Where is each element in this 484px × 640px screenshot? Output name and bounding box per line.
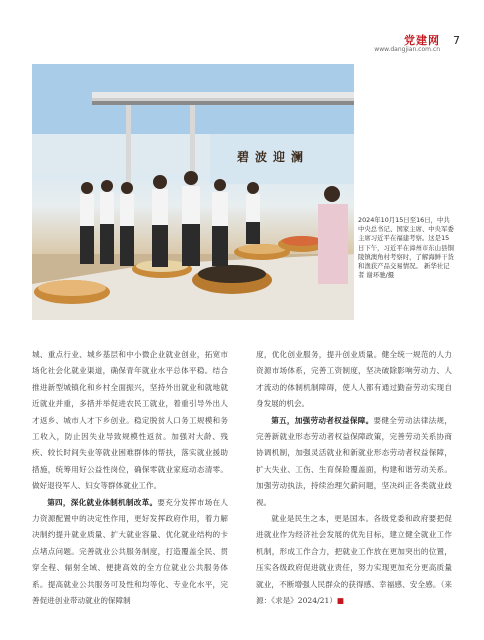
right-column <box>256 347 452 610</box>
right-paragraph-3 <box>256 511 452 609</box>
right-paragraph-2 <box>256 413 452 511</box>
photo-caption <box>358 216 454 280</box>
right-paragraph-1: 度，优化创业服务，提升创业质量。健全统一规范的人力资源市场体系，完善工资制度，坚决破除影响劳动力、人才流动的体制机制障碍，使人人都有通过勤奋劳动实现自身发展的机会。 <box>256 350 452 409</box>
section-five-body: 要健全劳动法律法规，完善新就业形态劳动者权益保障政策，完善劳动关系协商协调机制，加强灵活就业和新就业形态劳动者权益保障，扩大失业、工伤、生育保险覆盖面，构建和谐劳动关系。加强劳动执法，持续治理欠薪问题，坚决纠正各类就业歧视。 <box>256 415 453 507</box>
site-logo: 党建网 <box>404 34 440 47</box>
photo-sign-text: 碧波迎澜 <box>237 150 310 164</box>
end-mark-icon: ■ <box>336 596 345 606</box>
news-photo <box>32 64 354 320</box>
caption-text: 2024年10月15日至16日，中共中央总书记、国家主席、中央军委主席习近平在福建考察。这是15日下午，习近平在漳州市东山县铜陵镇澳角村考察时，了解海鲜干货和渔获产品交易情况。 <box>358 216 454 271</box>
left-paragraph-2 <box>32 495 228 610</box>
left-paragraph-1: 城、重点行业、城乡基层和中小微企业就业创业，拓宽市场化社会化就业渠道，确保青年就业水平总体平稳。结合推进新型城镇化和乡村全面振兴，坚持外出就业和就地就近就业并重，多措并举促进农民工就业，着重引导外出人才返乡、城市人才下乡创业。稳定脱贫人口务工规模和务工收入，防止因失业导致规模性返贫。加强对大龄、残疾、较长时间失业等就业困难群体的帮扶，落实就业援助措施，统筹用好公益性岗位，确保零就业家庭动态清零。做好退役军人、妇女等群体就业工作。 <box>32 350 228 491</box>
section-five-title: 第五，加强劳动者权益保障。 <box>271 415 374 425</box>
closing-body: 就业是民生之本，更是国本。各级党委和政府要把促进就业作为经济社会发展的优先目标，建立健全就业工作机制，形成工作合力，把就业工作放在更加突出的位置，压实各级政府促进就业责任，努力实现更加充分更高质量就业，不断增强人民群众的获得感、幸福感、安全感。 <box>256 514 452 589</box>
page-number: 7 <box>453 34 460 47</box>
left-column <box>32 347 228 610</box>
section-four-title: 第四，深化就业体制机制改革。 <box>47 497 158 507</box>
caption-credit: 新华社记者 谢环驰/摄 <box>358 262 450 280</box>
article-source: （来源：《求是》2024/21） <box>256 579 452 606</box>
page-header <box>306 30 466 60</box>
section-four-body: 要充分发挥市场在人力资源配置中的决定性作用，更好发挥政府作用，着力解决制约提升就业质量、扩大就业容量、优化就业结构的卡点堵点问题。完善就业公共服务制度，打造覆盖全民、贯穿全程、辐射全域、便捷高效的全方位就业公共服务体系。提高就业公共服务可及性和均等化、专业化水平，完善促进创业带动就业的保障制 <box>32 497 229 606</box>
photo-illustration <box>32 64 354 320</box>
site-url: www.dangjian.com.cn <box>374 46 440 53</box>
